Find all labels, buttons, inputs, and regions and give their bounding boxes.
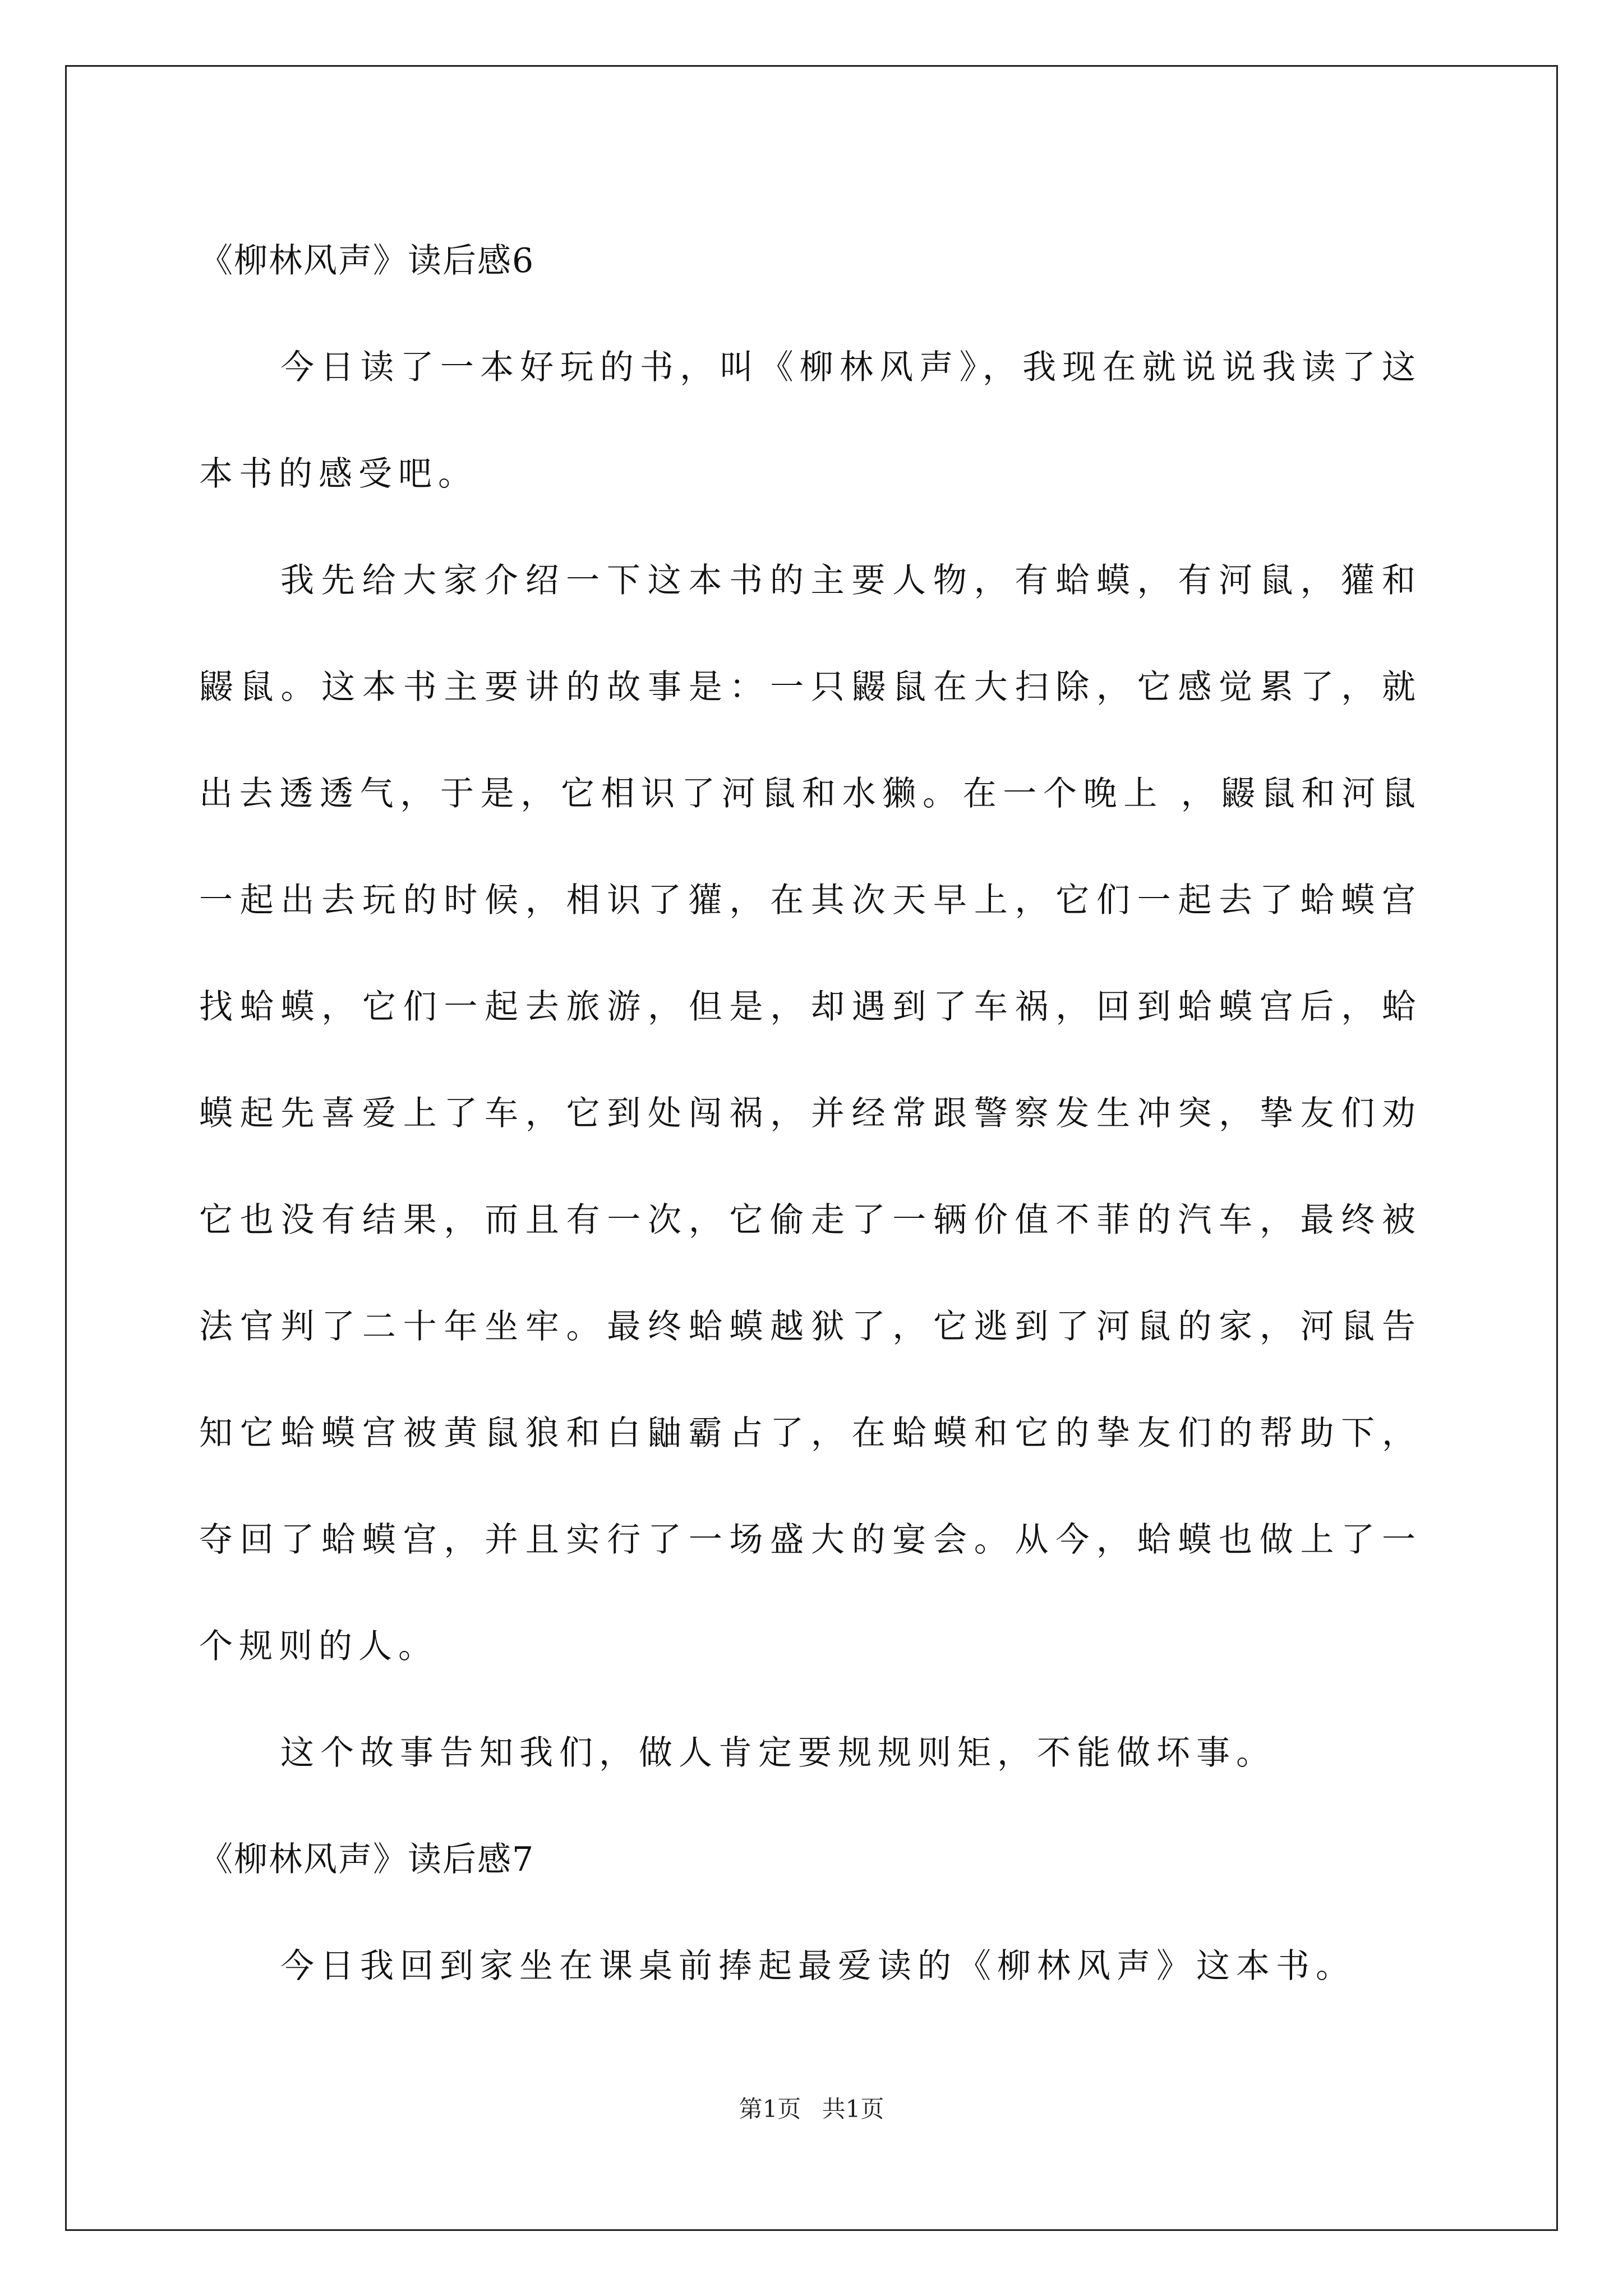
document-body <box>199 208 1422 2019</box>
paragraph: 今日读了一本好玩的书，叫《柳林风声》，我现在就说说我读了这本书的感受吧。 <box>199 348 1422 494</box>
page-total: 共1页 <box>822 2095 884 2123</box>
section-title: 《柳林风声》读后感6 <box>199 241 535 280</box>
page-footer <box>0 2092 1623 2126</box>
paragraph: 这个故事告知我们，做人肯定要规规则矩，不能做坏事。 <box>280 1733 1276 1773</box>
page-number: 第1页 <box>739 2095 801 2123</box>
paragraph: 我先给大家介绍一下这本书的主要人物，有蛤蟆，有河鼠，獾和鼹鼠。这本书主要讲的故事是：一只鼹鼠在大扫除，它感觉累了，就出去透透气，于是，它相识了河鼠和水獭。在一个晚上 ，鼹鼠和河鼠一起出去玩的时候，相识了獾，在其次天早上，它们一起去了蛤蟆宫找蛤蟆，它们一起去旅游，但是，却遇到了车祸，回到蛤蟆宫后，蛤蟆起先喜爱上了车，它到处闯祸，并经常跟警察发生冲突，挚友们劝它也没有结果，而且有一次，它偷走了一辆价值不菲的汽车，最终被法官判了二十年坐牢。最终蛤蟆越狱了，它逃到了河鼠的家，河鼠告知它蛤蟆宫被黄鼠狼和白鼬霸占了，在蛤蟆和它的挚友们的帮助下，夺回了蛤蟆宫，并且实行了一场盛大的宴会。从今，蛤蟆也做上了一个规则的人。 <box>199 561 1422 1666</box>
paragraph: 今日我回到家坐在课桌前捧起最爱读的《柳林风声》这本书。 <box>280 1947 1355 1986</box>
section-title: 《柳林风声》读后感7 <box>199 1840 535 1879</box>
